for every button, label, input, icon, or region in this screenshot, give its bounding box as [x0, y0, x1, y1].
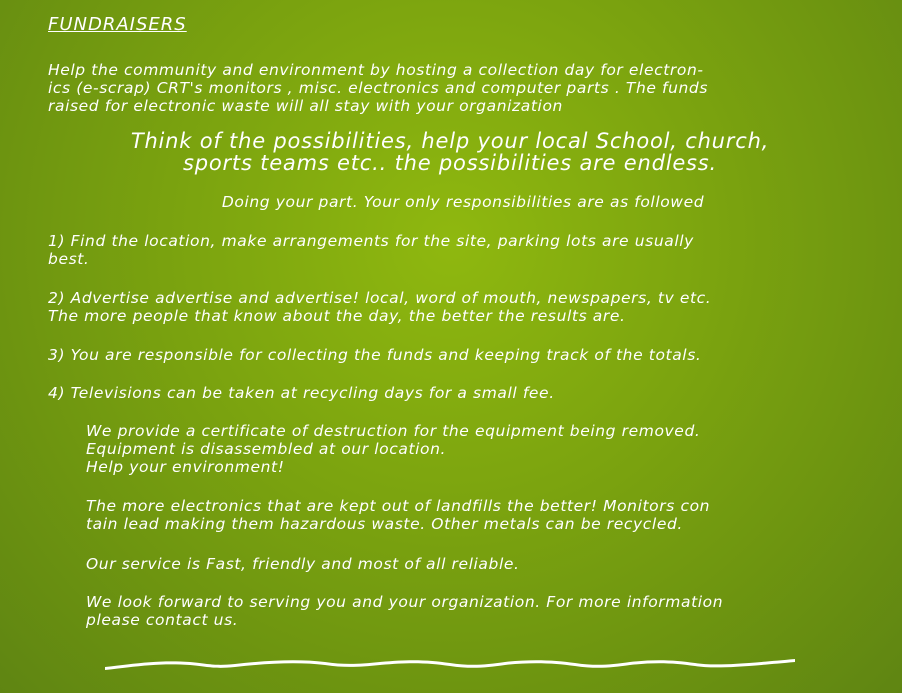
list-item-line: 3) You are responsible for collecting the funds and keeping track of the totals. — [48, 346, 702, 364]
intro-paragraph — [48, 61, 848, 115]
list-item-line: 4) Televisions can be taken at recycling days for a small fee. — [48, 384, 555, 402]
list-item-line: best. — [48, 250, 90, 268]
paragraph-line: please contact us. — [86, 611, 239, 629]
paragraph-line: The more electronics that are kept out of landfills the better! Monitors con — [86, 497, 711, 515]
highlight-line: Think of the possibilities, help your local School, church, — [130, 129, 770, 153]
paragraph-line: tain lead making them hazardous waste. Other metals can be recycled. — [86, 515, 683, 533]
contact-paragraph — [86, 593, 866, 629]
page-title: FUNDRAISERS — [48, 14, 187, 35]
paragraph-line: We provide a certificate of destruction for the equipment being removed. — [86, 422, 701, 440]
list-item-line: 1) Find the location, make arrangements for the site, parking lots are usually — [48, 232, 694, 250]
certificate-paragraph — [86, 422, 866, 476]
intro-line: Help the community and environment by hosting a collection day for electron- — [48, 61, 704, 79]
paragraph-line: Help your environment! — [86, 458, 285, 476]
responsibilities-heading: Doing your part. Your only responsibilities are as followed — [221, 193, 705, 211]
list-item-line: The more people that know about the day, the better the results are. — [48, 307, 626, 325]
highlight-line: sports teams etc.. the possibilities are endless. — [182, 151, 718, 175]
list-item-line: 2) Advertise advertise and advertise! local, word of mouth, newspapers, tv etc. — [48, 289, 712, 307]
list-item — [48, 232, 848, 268]
wavy-divider — [100, 650, 800, 674]
list-item — [48, 384, 858, 402]
list-item — [48, 289, 858, 325]
intro-line: ics (e-scrap) CRT's monitors , misc. electronics and computer parts . The funds — [48, 79, 709, 97]
intro-line: raised for electronic waste will all stay with your organization — [48, 97, 563, 115]
paragraph-line: Equipment is disassembled at our location. — [86, 440, 447, 458]
list-item — [48, 346, 858, 364]
highlight-message — [60, 130, 840, 174]
service-paragraph — [86, 555, 866, 573]
paragraph-line: We look forward to serving you and your organization. For more information — [86, 593, 724, 611]
landfill-paragraph — [86, 497, 866, 533]
paragraph-line: Our service is Fast, friendly and most of all reliable. — [86, 555, 520, 573]
